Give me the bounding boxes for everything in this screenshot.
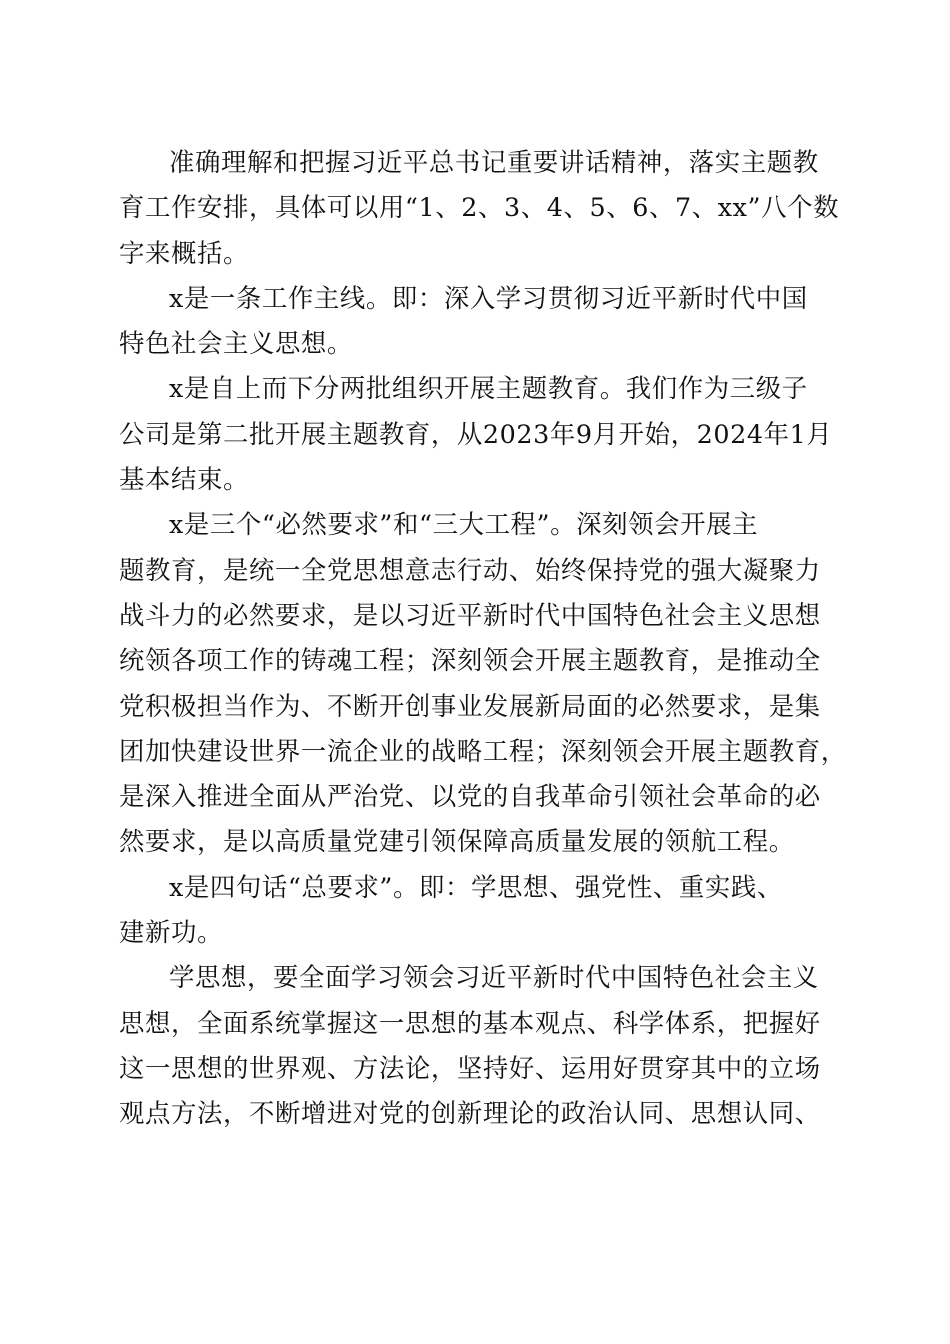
text-line: x是三个“必然要求”和“三大工程”。深刻领会开展主 [169,509,759,540]
text-line: 育工作安排，具体可以用“1、2、3、4、5、6、7、xx”八个数 [119,192,840,223]
text-line: 字来概括。 [119,237,249,268]
text-line: 这一思想的世界观、方法论，坚持好、运用好贯穿其中的立场 [119,1052,821,1083]
paragraph-one-main-line [119,276,831,367]
paragraph-two-batches [119,366,831,502]
text-line: 题教育，是统一全党思想意志行动、始终保持党的强大凝聚力 [119,554,821,585]
text-line: 特色社会主义思想。 [119,328,353,359]
text-line: 准确理解和把握习近平总书记重要讲话精神，落实主题教 [169,147,819,177]
text-line: 学思想，要全面学习领会习近平新时代中国特色社会主义 [169,962,819,993]
text-line: 党积极担当作为、不断开创事业发展新局面的必然要求，是集 [119,690,821,721]
text-line: x是一条工作主线。即：深入学习贯彻习近平新时代中国 [169,282,808,313]
text-line: 基本结束。 [119,464,249,495]
paragraph-three-requirements [119,502,847,864]
paragraph-intro [119,140,840,276]
text-line: 思想，全面系统掌握这一思想的基本观点、科学体系，把握好 [119,1007,821,1038]
text-line: 是深入推进全面从严治党、以党的自我革命引领社会革命的必 [119,781,821,812]
text-line: 战斗力的必然要求，是以习近平新时代中国特色社会主义思想 [119,599,821,630]
text-line: x是四句话“总要求”。即：学思想、强党性、重实践、 [169,871,783,902]
text-line: 统领各项工作的铸魂工程；深刻领会开展主题教育，是推动全 [119,645,821,676]
text-line: 建新功。 [119,917,223,948]
document-body [119,140,847,1137]
text-line: 观点方法，不断增进对党的创新理论的政治认同、思想认同、 [119,1098,821,1129]
text-line: 公司是第二批开展主题教育，从2023年9月开始，2024年1月 [119,418,833,449]
paragraph-four-sentences [119,865,831,956]
text-line: x是自上而下分两批组织开展主题教育。我们作为三级子 [169,373,808,404]
text-line: 团加快建设世界一流企业的战略工程；深刻领会开展主题教育， [119,735,847,766]
text-line: 然要求，是以高质量党建引领保障高质量发展的领航工程。 [119,826,795,857]
paragraph-learn-thought [119,955,831,1136]
